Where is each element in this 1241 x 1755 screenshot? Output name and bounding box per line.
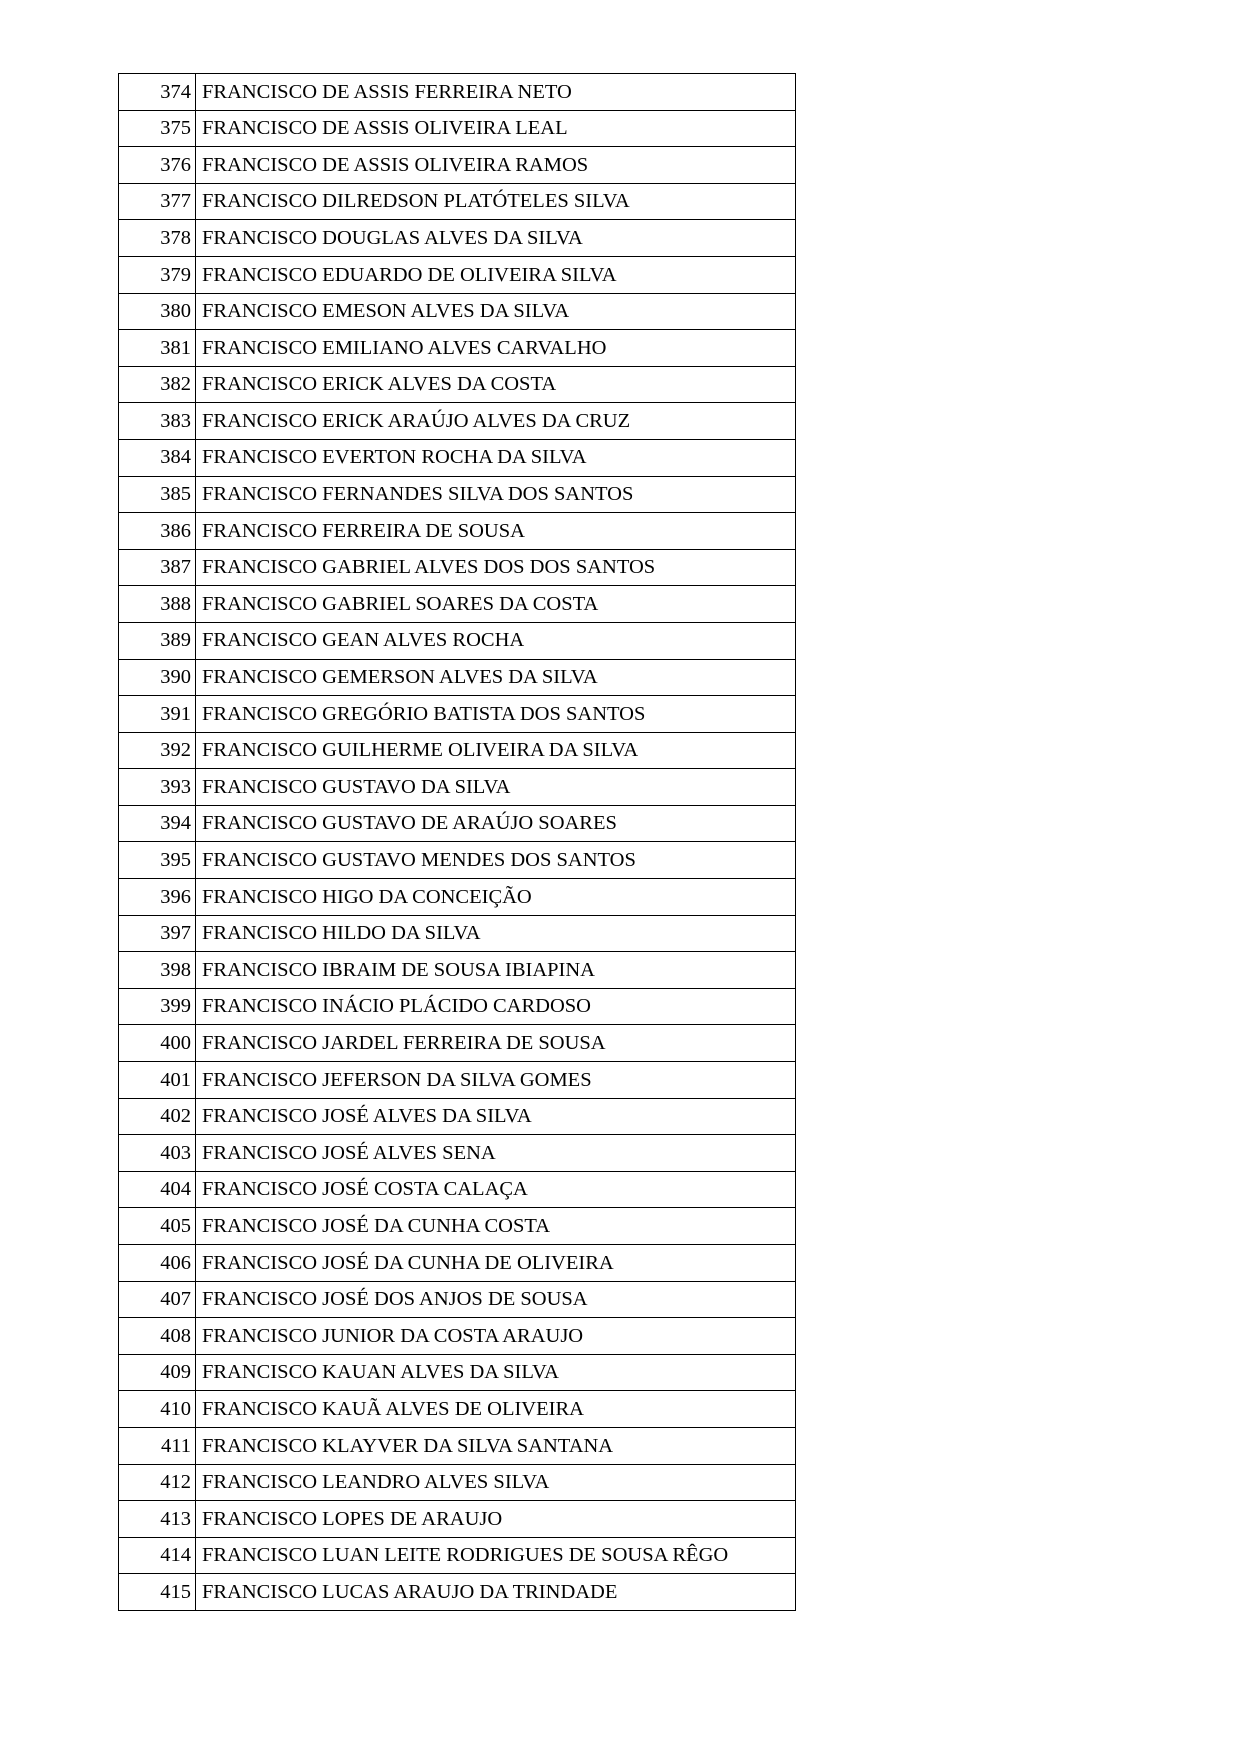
table-row bbox=[119, 952, 796, 989]
person-name: FRANCISCO JOSÉ DA CUNHA DE OLIVEIRA bbox=[196, 1245, 796, 1282]
row-number: 393 bbox=[119, 769, 196, 806]
row-number: 409 bbox=[119, 1354, 196, 1391]
table-row bbox=[119, 256, 796, 293]
person-name: FRANCISCO LUAN LEITE RODRIGUES DE SOUSA RÊGO bbox=[196, 1537, 796, 1574]
table-row bbox=[119, 842, 796, 879]
person-name: FRANCISCO ERICK ARAÚJO ALVES DA CRUZ bbox=[196, 403, 796, 440]
table-row bbox=[119, 915, 796, 952]
row-number: 396 bbox=[119, 879, 196, 916]
row-number: 406 bbox=[119, 1245, 196, 1282]
table-row bbox=[119, 476, 796, 513]
person-name: FRANCISCO JOSÉ COSTA CALAÇA bbox=[196, 1171, 796, 1208]
person-name: FRANCISCO INÁCIO PLÁCIDO CARDOSO bbox=[196, 988, 796, 1025]
table-row bbox=[119, 732, 796, 769]
person-name: FRANCISCO ERICK ALVES DA COSTA bbox=[196, 366, 796, 403]
person-name: FRANCISCO IBRAIM DE SOUSA IBIAPINA bbox=[196, 952, 796, 989]
person-name: FRANCISCO EVERTON ROCHA DA SILVA bbox=[196, 439, 796, 476]
person-name: FRANCISCO GUSTAVO DA SILVA bbox=[196, 769, 796, 806]
person-name: FRANCISCO DE ASSIS OLIVEIRA LEAL bbox=[196, 110, 796, 147]
row-number: 383 bbox=[119, 403, 196, 440]
row-number: 402 bbox=[119, 1098, 196, 1135]
person-name: FRANCISCO KLAYVER DA SILVA SANTANA bbox=[196, 1427, 796, 1464]
person-name: FRANCISCO GABRIEL ALVES DOS DOS SANTOS bbox=[196, 549, 796, 586]
row-number: 380 bbox=[119, 293, 196, 330]
person-name: FRANCISCO LOPES DE ARAUJO bbox=[196, 1501, 796, 1538]
person-name: FRANCISCO HILDO DA SILVA bbox=[196, 915, 796, 952]
person-name: FRANCISCO DE ASSIS FERREIRA NETO bbox=[196, 74, 796, 111]
names-table bbox=[118, 73, 796, 1611]
person-name: FRANCISCO JOSÉ DOS ANJOS DE SOUSA bbox=[196, 1281, 796, 1318]
table-row bbox=[119, 403, 796, 440]
person-name: FRANCISCO KAUÃ ALVES DE OLIVEIRA bbox=[196, 1391, 796, 1428]
person-name: FRANCISCO EMESON ALVES DA SILVA bbox=[196, 293, 796, 330]
row-number: 411 bbox=[119, 1427, 196, 1464]
table-row bbox=[119, 696, 796, 733]
person-name: FRANCISCO JOSÉ ALVES SENA bbox=[196, 1135, 796, 1172]
table-row bbox=[119, 622, 796, 659]
person-name: FRANCISCO JARDEL FERREIRA DE SOUSA bbox=[196, 1025, 796, 1062]
row-number: 378 bbox=[119, 220, 196, 257]
table-row bbox=[119, 1208, 796, 1245]
row-number: 386 bbox=[119, 513, 196, 550]
table-row bbox=[119, 805, 796, 842]
table-row bbox=[119, 74, 796, 111]
row-number: 408 bbox=[119, 1318, 196, 1355]
table-row bbox=[119, 330, 796, 367]
row-number: 384 bbox=[119, 439, 196, 476]
row-number: 397 bbox=[119, 915, 196, 952]
table-row bbox=[119, 1025, 796, 1062]
row-number: 400 bbox=[119, 1025, 196, 1062]
person-name: FRANCISCO DE ASSIS OLIVEIRA RAMOS bbox=[196, 147, 796, 184]
row-number: 410 bbox=[119, 1391, 196, 1428]
row-number: 394 bbox=[119, 805, 196, 842]
names-table-body bbox=[119, 74, 796, 1611]
row-number: 376 bbox=[119, 147, 196, 184]
table-row bbox=[119, 110, 796, 147]
row-number: 399 bbox=[119, 988, 196, 1025]
person-name: FRANCISCO DILREDSON PLATÓTELES SILVA bbox=[196, 183, 796, 220]
table-row bbox=[119, 1574, 796, 1611]
person-name: FRANCISCO GEAN ALVES ROCHA bbox=[196, 622, 796, 659]
person-name: FRANCISCO KAUAN ALVES DA SILVA bbox=[196, 1354, 796, 1391]
row-number: 381 bbox=[119, 330, 196, 367]
row-number: 379 bbox=[119, 256, 196, 293]
person-name: FRANCISCO JEFERSON DA SILVA GOMES bbox=[196, 1062, 796, 1099]
table-row bbox=[119, 1354, 796, 1391]
person-name: FRANCISCO GUILHERME OLIVEIRA DA SILVA bbox=[196, 732, 796, 769]
table-row bbox=[119, 439, 796, 476]
row-number: 389 bbox=[119, 622, 196, 659]
row-number: 382 bbox=[119, 366, 196, 403]
table-row bbox=[119, 769, 796, 806]
table-row bbox=[119, 220, 796, 257]
row-number: 374 bbox=[119, 74, 196, 111]
person-name: FRANCISCO GUSTAVO DE ARAÚJO SOARES bbox=[196, 805, 796, 842]
row-number: 375 bbox=[119, 110, 196, 147]
person-name: FRANCISCO GEMERSON ALVES DA SILVA bbox=[196, 659, 796, 696]
person-name: FRANCISCO JUNIOR DA COSTA ARAUJO bbox=[196, 1318, 796, 1355]
table-row bbox=[119, 1427, 796, 1464]
row-number: 398 bbox=[119, 952, 196, 989]
table-row bbox=[119, 1171, 796, 1208]
row-number: 388 bbox=[119, 586, 196, 623]
table-row bbox=[119, 1537, 796, 1574]
person-name: FRANCISCO JOSÉ ALVES DA SILVA bbox=[196, 1098, 796, 1135]
table-row bbox=[119, 1391, 796, 1428]
table-row bbox=[119, 183, 796, 220]
table-row bbox=[119, 1281, 796, 1318]
table-row bbox=[119, 879, 796, 916]
row-number: 405 bbox=[119, 1208, 196, 1245]
row-number: 395 bbox=[119, 842, 196, 879]
person-name: FRANCISCO JOSÉ DA CUNHA COSTA bbox=[196, 1208, 796, 1245]
table-row bbox=[119, 1318, 796, 1355]
row-number: 377 bbox=[119, 183, 196, 220]
person-name: FRANCISCO GUSTAVO MENDES DOS SANTOS bbox=[196, 842, 796, 879]
row-number: 385 bbox=[119, 476, 196, 513]
row-number: 403 bbox=[119, 1135, 196, 1172]
row-number: 415 bbox=[119, 1574, 196, 1611]
table-row bbox=[119, 1501, 796, 1538]
table-row bbox=[119, 549, 796, 586]
person-name: FRANCISCO EDUARDO DE OLIVEIRA SILVA bbox=[196, 256, 796, 293]
person-name: FRANCISCO EMILIANO ALVES CARVALHO bbox=[196, 330, 796, 367]
person-name: FRANCISCO DOUGLAS ALVES DA SILVA bbox=[196, 220, 796, 257]
person-name: FRANCISCO LUCAS ARAUJO DA TRINDADE bbox=[196, 1574, 796, 1611]
table-row bbox=[119, 1245, 796, 1282]
row-number: 412 bbox=[119, 1464, 196, 1501]
table-row bbox=[119, 366, 796, 403]
row-number: 414 bbox=[119, 1537, 196, 1574]
row-number: 391 bbox=[119, 696, 196, 733]
table-row bbox=[119, 1098, 796, 1135]
row-number: 390 bbox=[119, 659, 196, 696]
person-name: FRANCISCO GREGÓRIO BATISTA DOS SANTOS bbox=[196, 696, 796, 733]
table-row bbox=[119, 293, 796, 330]
person-name: FRANCISCO FERNANDES SILVA DOS SANTOS bbox=[196, 476, 796, 513]
table-row bbox=[119, 513, 796, 550]
row-number: 404 bbox=[119, 1171, 196, 1208]
person-name: FRANCISCO LEANDRO ALVES SILVA bbox=[196, 1464, 796, 1501]
table-row bbox=[119, 659, 796, 696]
person-name: FRANCISCO HIGO DA CONCEIÇÃO bbox=[196, 879, 796, 916]
row-number: 407 bbox=[119, 1281, 196, 1318]
row-number: 392 bbox=[119, 732, 196, 769]
table-row bbox=[119, 988, 796, 1025]
table-row bbox=[119, 586, 796, 623]
table-row bbox=[119, 1464, 796, 1501]
row-number: 413 bbox=[119, 1501, 196, 1538]
person-name: FRANCISCO FERREIRA DE SOUSA bbox=[196, 513, 796, 550]
table-row bbox=[119, 1135, 796, 1172]
person-name: FRANCISCO GABRIEL SOARES DA COSTA bbox=[196, 586, 796, 623]
row-number: 387 bbox=[119, 549, 196, 586]
table-row bbox=[119, 1062, 796, 1099]
row-number: 401 bbox=[119, 1062, 196, 1099]
table-row bbox=[119, 147, 796, 184]
